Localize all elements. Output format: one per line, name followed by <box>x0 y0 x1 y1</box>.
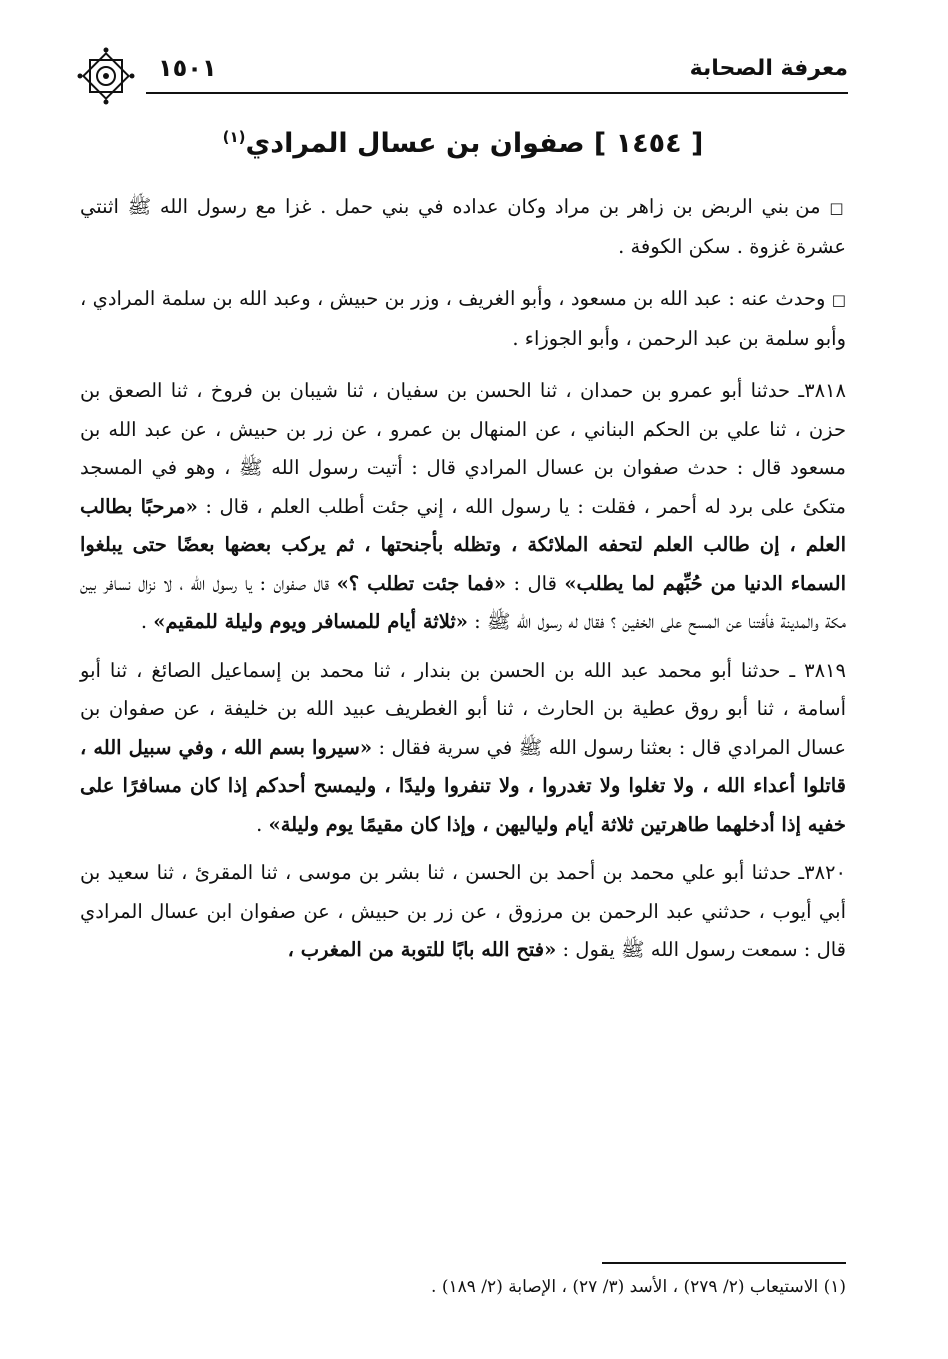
narrators-text: وحدث عنه : عبد الله بن مسعود ، وأبو الغريف ، وزر بن حبيش ، وعبد الله بن سلمة المرادي ، وأبو سلمة بن عبد الرحمن ، وأبو الجوزاء . <box>80 287 846 350</box>
page-body <box>80 188 846 984</box>
hadith-3820 <box>80 854 846 970</box>
footnote-ref: (١) <box>222 128 246 146</box>
footnote-rule <box>602 1262 846 1264</box>
header-rule <box>146 92 848 94</box>
page-number: ١٥٠١ <box>158 54 217 82</box>
biography-text: من بني الربض بن زاهر بن مراد وكان عداده في بني حمل . غزا مع رسول الله ﷺ اثنتي عشرة غزوة . سكن الكوفة . <box>80 195 846 258</box>
star-ornament-icon <box>76 46 136 106</box>
biography-paragraph <box>80 188 846 266</box>
page-header <box>76 46 848 102</box>
hadith-3818-mid-1: قال : <box>506 571 565 595</box>
entry-title <box>80 128 846 159</box>
hadith-3818 <box>80 372 846 642</box>
narrators-paragraph <box>80 280 846 358</box>
hadith-3819 <box>80 652 846 845</box>
hadith-3818-quote-1: «مرحبًا بطالب العلم ، إن طالب العلم لتحفه الملائكة ، وتظله بأجنحتها ، ثم يركب بعضها بعضًا حتى يبلغوا السماء الدنيا من حُبِّهم لما يطلب» <box>80 494 846 595</box>
hadith-3819-end: . <box>256 812 269 836</box>
entry-title-text: [ ١٤٥٤ ] صفوان بن عسال المرادي <box>245 128 704 159</box>
hadith-3820-intro: ٣٨٢٠ـ حدثنا أبو علي محمد بن أحمد بن الحسن ، ثنا بشر بن موسى ، ثنا المقرئ ، ثنا سعيد بن أبي أيوب ، حدثني عبد الرحمن بن مرزوق ، عن زر بن حبيش ، عن صفوان ابن عسال المرادي قال : سمعت رسول الله ﷺ يقول : <box>80 861 846 961</box>
hadith-3818-mid-2: قال صفوان : يا رسول الله ، لا نزال نسافر بين مكة والمدينة فأفتنا عن المسح على الخفين ؟ فقال له رسول الله ﷺ : <box>80 571 846 633</box>
square-bullet-icon: □ <box>831 291 846 309</box>
hadith-3820-quote: «فتح الله بابًا للتوبة من المغرب ، <box>287 938 557 961</box>
hadith-3819-quote: «سيروا بسم الله ، وفي سبيل الله ، قاتلوا أعداء الله ، ولا تغلوا ولا تغدروا ، ولا تنفروا وليدًا ، وليمسح أحدكم إذا كان مسافرًا على خفيه إذا أدخلهما طاهرتين ثلاثة أيام ولياليهن ، وإذا كان مقيمًا يوم وليلة» <box>80 735 846 836</box>
hadith-3818-quote-2: «فما جئت تطلب ؟» <box>336 571 507 595</box>
square-bullet-icon: □ <box>829 199 846 217</box>
footnote: (١) الاستيعاب (٢/ ٢٧٩) ، الأسد (٣/ ٢٧) ، الإصابة (٢/ ١٨٩) . <box>431 1277 846 1297</box>
hadith-3818-intro: ٣٨١٨ـ حدثنا أبو عمرو بن حمدان ، ثنا الحسن بن سفيان ، ثنا شيبان بن فروخ ، ثنا الصعق بن حزن ، ثنا علي بن الحكم البناني ، عن المنهال بن عمرو ، عن زر بن حبيش ، عن عبد الله بن مسعود قال : حدث صفوان بن عسال المرادي قال : أتيت رسول الله ﷺ ، وهو في المسجد متكئ على برد له أحمر ، فقلت : يا رسول الله ، إني جئت أطلب العلم ، قال : <box>80 379 846 518</box>
book-title: معرفة الصحابة <box>689 56 848 81</box>
hadith-3818-quote-3: «ثلاثة أيام للمسافر ويوم وليلة للمقيم» <box>153 610 468 633</box>
hadith-3818-end: . <box>140 610 154 633</box>
hadith-3819-intro: ٣٨١٩ ـ حدثنا أبو محمد عبد الله بن الحسن بن بندار ، ثنا محمد بن إسماعيل الصائغ ، ثنا أبو أسامة ، ثنا أبو روق عطية بن الحارث ، ثنا أبو الغطريف عبيد الله بن خليفة ، عن صفوان بن عسال المرادي قال : بعثنا رسول الله ﷺ في سرية فقال : <box>80 658 846 759</box>
